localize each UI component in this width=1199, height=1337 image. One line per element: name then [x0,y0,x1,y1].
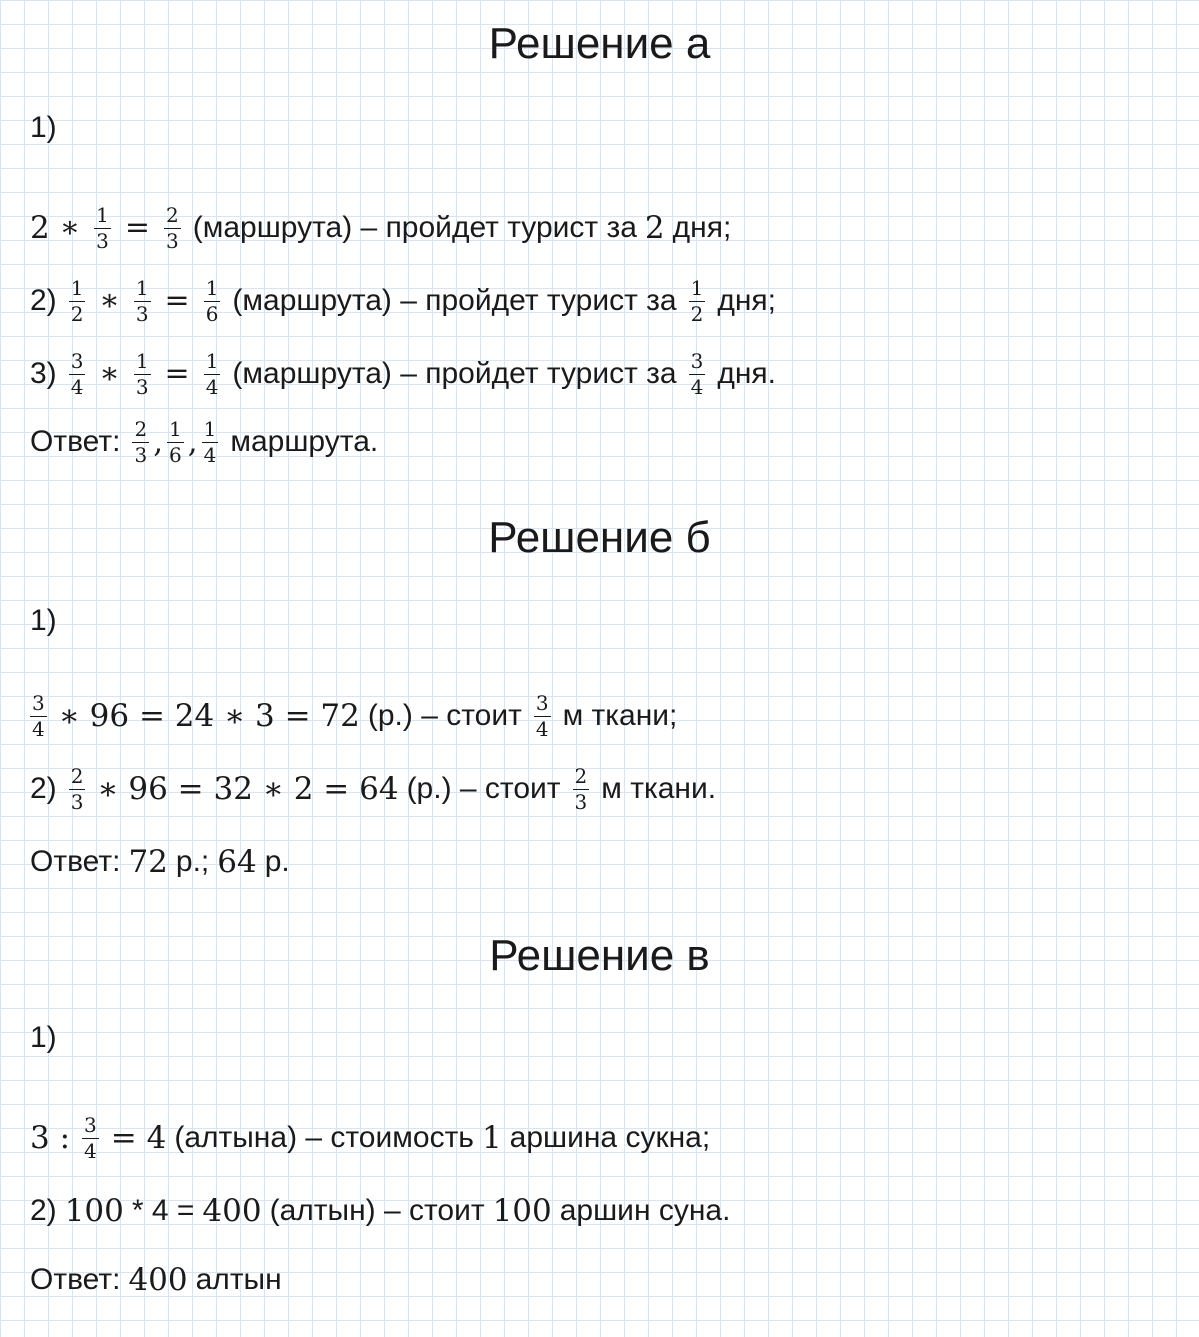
section-b-answer: Ответ: 72 р.; 64 р. [30,844,290,880]
fraction: $\frac{1}{3}$ [135,275,149,326]
section-a-step1-label: 1) [30,111,57,144]
fraction: $\frac{3}{4}$ [690,348,704,399]
section-a-line2: 2) $\frac{1}{2}$ ∗ $\frac{1}{3}$ = $\frac{1}{6}$ (маршрута) – пройдет турист за $\frac{1}{2}$ дня; [30,275,776,326]
section-b-line1: $\frac{3}{4}$ ∗ 96 = 24 ∗ 3 = 72 (р.) – стоит $\frac{3}{4}$ м ткани; [32,690,678,741]
fraction: $\frac{2}{3}$ [70,763,84,814]
fraction: $\frac{1}{3}$ [135,348,149,399]
section-b-title: Решение б [488,513,711,562]
fraction: $\frac{3}{4}$ [32,690,45,741]
fraction: $\frac{1}{4}$ [203,416,217,467]
section-c-line1: 3 : $\frac{3}{4}$ = 4 (алтына) – стоимость 1 аршина сукна; [30,1112,711,1163]
section-a-line3: 3) $\frac{3}{4}$ ∗ $\frac{1}{3}$ = $\frac{1}{4}$ (маршрута) – пройдет турист за $\frac{3}{4}$ дня. [30,348,776,399]
section-b-step1-label: 1) [30,604,57,637]
fraction: $\frac{2}{3}$ [574,763,588,814]
fraction: $\frac{1}{2}$ [690,275,704,326]
section-a-answer: Ответ: $\frac{2}{3}$ , $\frac{1}{6}$ , $\frac{1}{4}$ маршрута. [30,416,379,467]
section-b-line2: 2) $\frac{2}{3}$ ∗ 96 = 32 ∗ 2 = 64 (р.) – стоит $\frac{2}{3}$ м ткани. [30,763,717,814]
section-c-answer: Ответ: 400 алтын [30,1262,282,1298]
fraction: $\frac{1}{3}$ [96,202,109,253]
fraction: $\frac{2}{3}$ [166,202,179,253]
fraction: $\frac{1}{4}$ [205,348,219,399]
section-a-title: Решение а [488,19,711,68]
section-c-title: Решение в [489,931,710,980]
section-c-line2: 2) 100 * 4 = 400 (алтын) – стоит 100 аршин суна. [30,1193,731,1229]
fraction: $\frac{1}{6}$ [205,275,219,326]
fraction: $\frac{3}{4}$ [84,1112,97,1163]
fraction: $\frac{2}{3}$ [134,416,148,467]
fraction: $\frac{3}{4}$ [535,690,549,741]
fraction: $\frac{1}{2}$ [70,275,84,326]
fraction: $\frac{3}{4}$ [70,348,84,399]
section-c-step1-label: 1) [30,1021,57,1054]
section-a-line1: 2 ∗ $\frac{1}{3}$ = $\frac{2}{3}$ (маршрута) – пройдет турист за 2 дня; [30,202,732,253]
fraction: $\frac{1}{6}$ [169,416,182,467]
